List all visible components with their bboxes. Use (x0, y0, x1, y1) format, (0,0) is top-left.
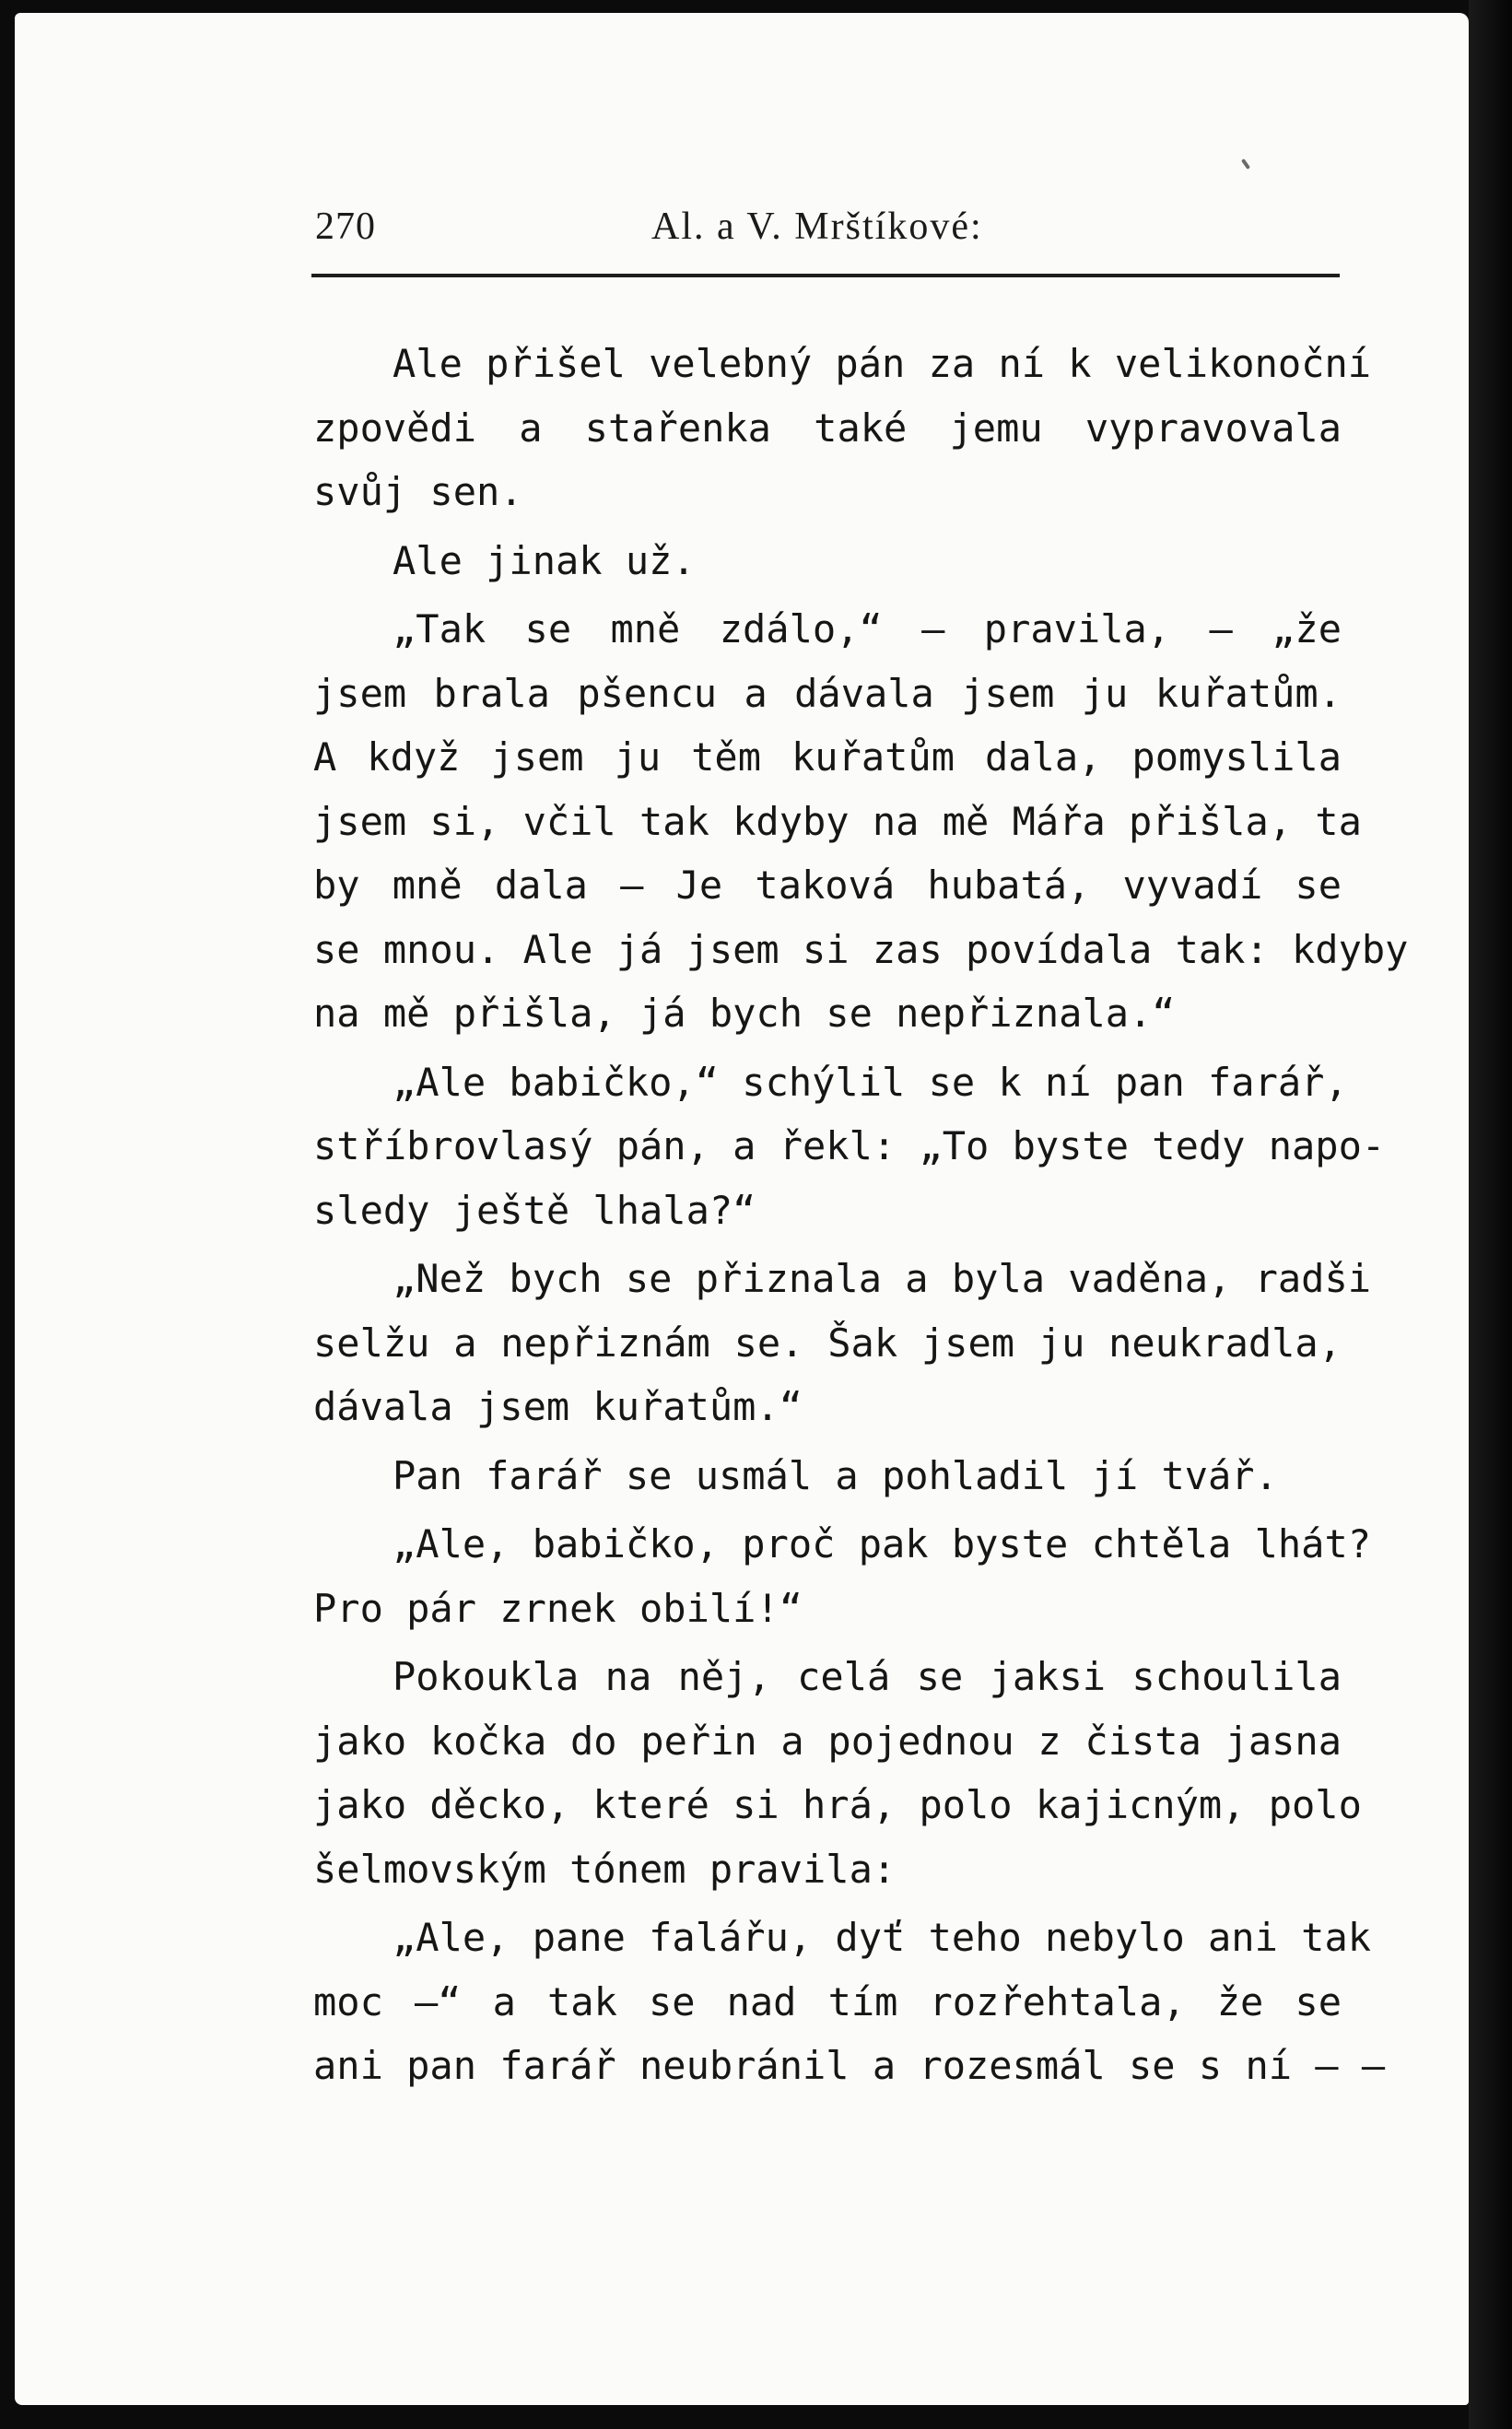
header-rule (311, 274, 1340, 277)
text-line: ani pan farář neubránil a rozesmál se s ní — — (313, 2043, 1386, 2088)
body-text (313, 332, 1409, 2103)
paragraph (313, 1512, 1372, 1640)
text-line: Pan farář se usmál a pohladil jí tvář. (393, 1452, 1278, 1498)
paragraph (313, 1906, 1386, 2098)
text-line: na mě přišla, já bych se nepřiznala.“ (313, 991, 1176, 1036)
paragraph (313, 332, 1372, 524)
text-line: dávala jsem kuřatům.“ (313, 1384, 803, 1429)
text-line: „Tak se mně zdálo,“ — pravila, — „že (393, 606, 1342, 651)
paragraph (313, 1645, 1362, 1901)
text-line: zpovědi a stařenka také jemu vypravovala (313, 405, 1342, 451)
page-header (297, 205, 1338, 260)
text-line: šelmovským tónem pravila: (313, 1846, 897, 1892)
text-line: jsem si, včil tak kdyby na mě Mářa přišla, ta (313, 798, 1362, 844)
text-line: by mně dala — Je taková hubatá, vyvadí se (313, 862, 1342, 908)
paragraph (313, 597, 1409, 1046)
paragraph (313, 1247, 1372, 1439)
text-line: jako děcko, které si hrá, polo kajicným, polo (313, 1782, 1362, 1827)
text-line: „Než bych se přiznala a byla vaděna, radši (393, 1256, 1372, 1301)
text-line: moc —“ a tak se nad tím rozřehtala, že se (313, 1978, 1342, 2024)
page-edge-shadow (1469, 0, 1512, 2429)
text-line: Pro pár zrnek obilí!“ (313, 1585, 803, 1631)
paragraph (313, 1444, 1342, 1508)
text-line: Ale jinak už. (393, 537, 696, 583)
text-line: svůj sen. (313, 469, 523, 514)
text-line: jsem brala pšencu a dávala jsem ju kuřatům. (313, 670, 1342, 716)
paragraph (313, 529, 1342, 593)
page-number: 270 (315, 205, 376, 248)
text-line: jako kočka do peřin a pojednou z čista jasna (313, 1718, 1342, 1764)
text-line: „Ale babičko,“ schýlil se k ní pan farář, (393, 1059, 1348, 1105)
text-line: „Ale, babičko, proč pak byste chtěla lhát? (393, 1521, 1372, 1567)
text-line: A když jsem ju těm kuřatům dala, pomyslila (313, 734, 1342, 780)
text-line: sledy ještě lhala?“ (313, 1187, 756, 1233)
paragraph (313, 1050, 1386, 1243)
text-line: Ale přišel velebný pán za ní k velikonoční (393, 341, 1372, 386)
text-line: Pokoukla na něj, celá se jaksi schoulila (393, 1654, 1342, 1699)
text-line: stříbrovlasý pán, a řekl: „To byste tedy napo- (313, 1123, 1386, 1168)
text-line: se mnou. Ale já jsem si zas povídala tak: kdyby (313, 926, 1409, 972)
text-line: selžu a nepřiznám se. Šak jsem ju neukradla, (313, 1320, 1342, 1366)
running-head: Al. a V. Mrštíkové: (651, 205, 983, 248)
text-line: „Ale, pane falářu, dyť teho nebylo ani tak (393, 1915, 1372, 1960)
